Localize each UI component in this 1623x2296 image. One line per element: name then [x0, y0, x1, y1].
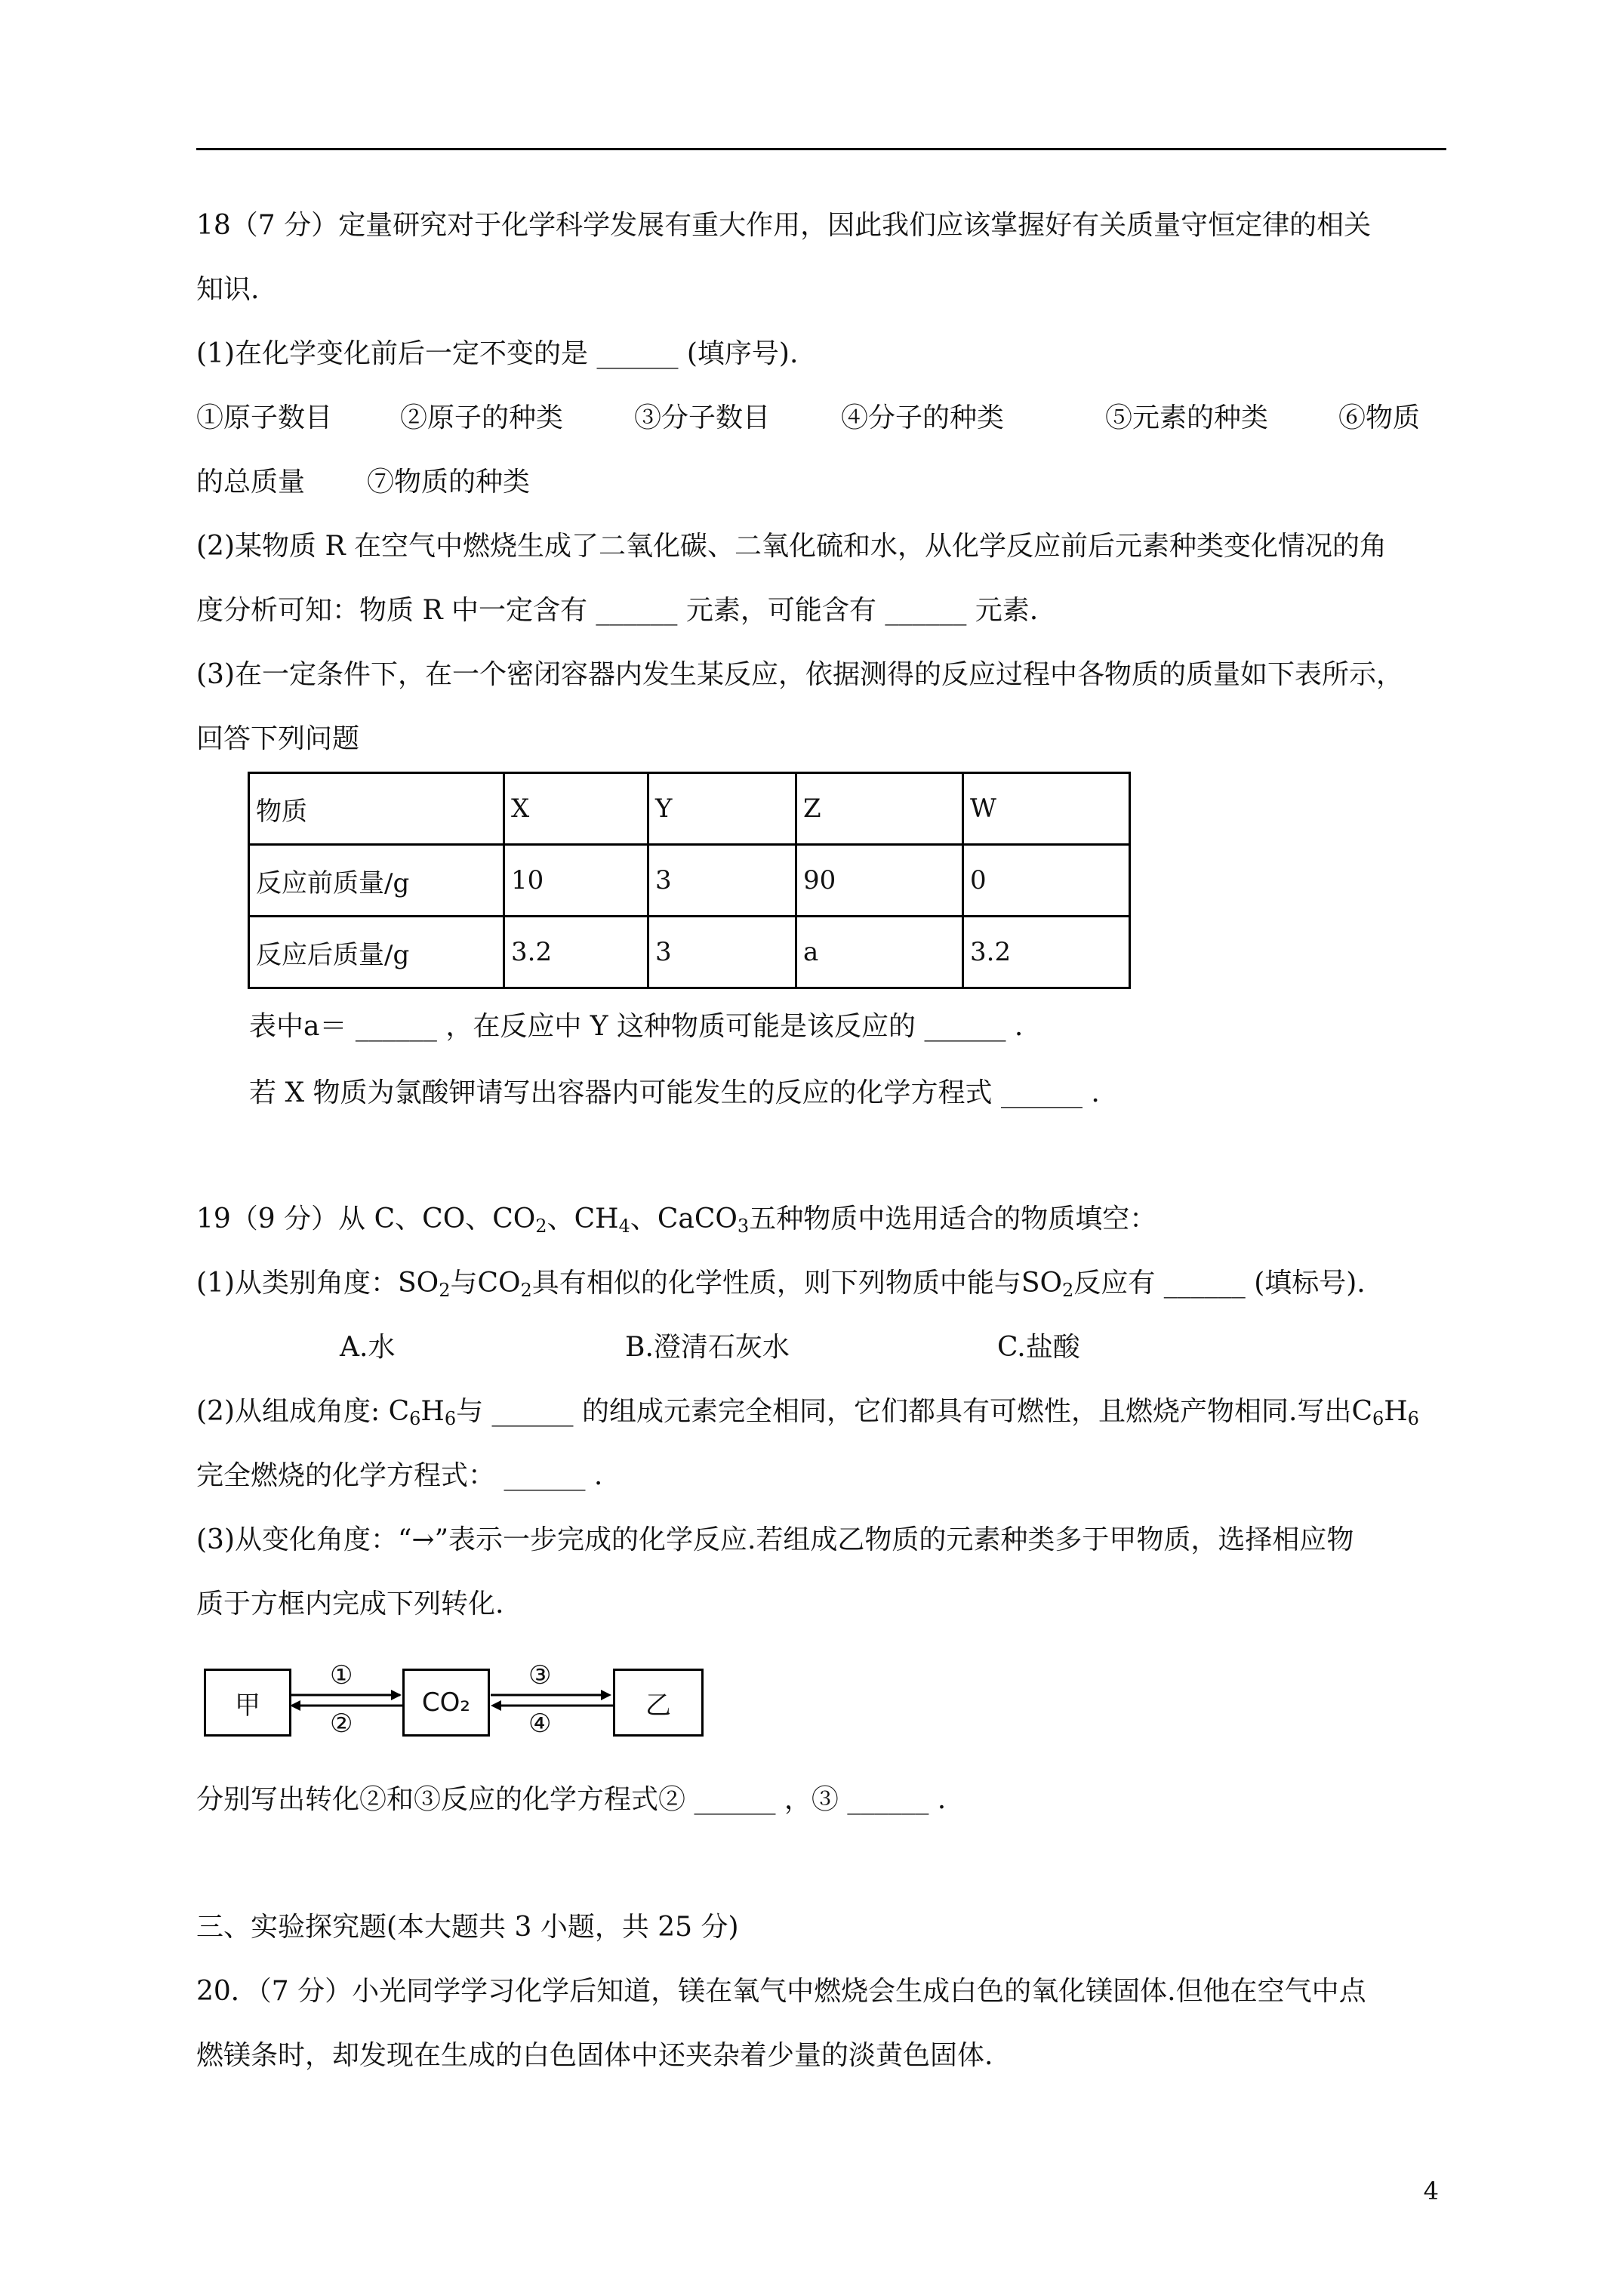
- table-cell: 3: [648, 917, 796, 988]
- q18-option-2: ②原子的种类: [400, 402, 564, 433]
- q18-part3-b: 回答下列问题: [196, 723, 360, 754]
- table-cell: 3.2: [963, 917, 1130, 988]
- q19-choice-b: B.澄清石灰水: [625, 1332, 790, 1363]
- table-cell: 反应后质量/g: [249, 917, 504, 988]
- q19-intro-post: 五种物质中选用适合的物质填空：: [749, 1203, 1157, 1234]
- q18-part2-b: 度分析可知：物质 R 中一定含有 ______ 元素，可能含有 ______ 元素.: [196, 595, 1039, 626]
- arrow-head-icon: [491, 1700, 501, 1711]
- arrow-head-icon: [601, 1690, 611, 1700]
- q19-part4: 分别写出转化②和③反应的化学方程式② ______ ，③ ______ .: [196, 1784, 947, 1815]
- q19-choice-a: A.水: [340, 1332, 396, 1363]
- arrow-head-icon: [290, 1700, 300, 1711]
- label-3: ③: [528, 1660, 552, 1690]
- q18-part2-a: (2)某物质 R 在空气中燃烧生成了二氧化碳、二氧化硫和水，从化学反应前后元素种类变化情况的角: [196, 531, 1387, 562]
- table-cell: Y: [648, 773, 796, 845]
- formula-so2: $SO_2$: [1021, 1268, 1074, 1301]
- table-cell: 90: [796, 845, 963, 917]
- q20-line1: 20．（7 分）小光同学学习化学后知道，镁在氧气中燃烧会生成白色的氧化镁固体.但他在空气中点: [196, 1976, 1366, 2007]
- q18-after-table-1: 表中a＝ ______ ，在反应中 Y 这种物质可能是该反应的 ______ .: [249, 1011, 1024, 1042]
- mass-table: [248, 772, 1131, 989]
- q18-option-6: ⑥物质: [1338, 402, 1421, 433]
- q18-option-1: ①原子数目: [196, 402, 333, 433]
- q18-option-4: ④分子的种类: [841, 402, 1005, 433]
- table-cell: Z: [796, 773, 963, 845]
- table-cell: 反应前质量/g: [249, 845, 504, 917]
- q20-line2: 燃镁条时，却发现在生成的白色固体中还夹杂着少量的淡黄色固体.: [196, 2040, 993, 2071]
- section-3-heading: 三、实验探究题(本大题共 3 小题，共 25 分): [196, 1912, 739, 1943]
- q18-option-3: ③分子数目: [634, 402, 771, 433]
- q18-line2: 知识.: [196, 274, 260, 305]
- header-rule: [196, 148, 1446, 150]
- label-1: ①: [330, 1660, 353, 1690]
- formula-so2: $SO_2$: [398, 1268, 451, 1301]
- table-header-row: [249, 773, 1130, 845]
- q18-option-5: ⑤元素的种类: [1105, 402, 1269, 433]
- q19-intro: 19（9 分）从 C、CO、$CO_2$、$CH_4$、CaCO$_3$五种物质中选用适合的物质填空：: [196, 1203, 1157, 1237]
- q19-part3-a: (3)从变化角度：“→”表示一步完成的化学反应.若组成乙物质的元素种类多于甲物质，选择相应物: [196, 1524, 1354, 1555]
- label-4: ④: [528, 1709, 552, 1739]
- table-cell: W: [963, 773, 1130, 845]
- table-cell: X: [504, 773, 648, 845]
- formula-ch4: $CH_4$: [574, 1203, 630, 1237]
- box-yi: 乙: [613, 1669, 704, 1737]
- table-row: [249, 845, 1130, 917]
- q18-part3-a: (3)在一定条件下，在一个密闭容器内发生某反应，依据测得的反应过程中各物质的质量如下表所示，: [196, 659, 1403, 690]
- q19-part1: (1)从类别角度：$SO_2$与$CO_2$具有相似的化学性质，则下列物质中能与$SO_2$反应有 ______ (填标号).: [196, 1268, 1366, 1301]
- q18-option-7: ⑦物质的种类: [367, 467, 531, 498]
- label-2: ②: [330, 1709, 353, 1739]
- table-cell: 10: [504, 845, 648, 917]
- q19-part3-b: 质于方框内完成下列转化.: [196, 1589, 504, 1620]
- table-cell: 物质: [249, 773, 504, 845]
- q18-after-table-2: 若 X 物质为氯酸钾请写出容器内可能发生的反应的化学方程式 ______ .: [249, 1077, 1100, 1108]
- q18-line1: 18（7 分）定量研究对于化学科学发展有重大作用，因此我们应该掌握好有关质量守恒定律的相关: [196, 210, 1372, 241]
- q19-intro-pre: 19（9 分）从 C、CO、: [196, 1203, 493, 1234]
- q19-part2-b: 完全燃烧的化学方程式： ______ .: [196, 1460, 603, 1491]
- page-number: 4: [1423, 2177, 1439, 2205]
- q18-part1: (1)在化学变化前后一定不变的是 ______ (填序号).: [196, 338, 799, 369]
- formula-c6h6: $C_6H_6$: [388, 1396, 457, 1429]
- table-cell: 0: [963, 845, 1130, 917]
- formula-c6h6: $C_6H_6$: [1351, 1396, 1419, 1429]
- q19-choice-c: C.盐酸: [997, 1332, 1080, 1363]
- table-row: [249, 917, 1130, 988]
- box-co2: CO₂: [402, 1669, 490, 1737]
- arrow-pair-right: [488, 1672, 616, 1733]
- formula-co2: $CO_2$: [492, 1203, 547, 1237]
- table-cell: a: [796, 917, 963, 988]
- formula-co2: $CO_2$: [477, 1268, 532, 1301]
- formula-caco3: CaCO$_3$: [657, 1203, 750, 1237]
- table-cell: 3: [648, 845, 796, 917]
- q19-part2-a: (2)从组成角度: $C_6H_6$与 ______ 的组成元素完全相同，它们都具有可燃性，且燃烧产物相同.写出$C_6H_6$: [196, 1396, 1419, 1429]
- q18-option-6-cont: 的总质量: [196, 467, 306, 498]
- table-cell: 3.2: [504, 917, 648, 988]
- arrow-head-icon: [391, 1690, 402, 1700]
- box-jia: 甲: [204, 1669, 291, 1737]
